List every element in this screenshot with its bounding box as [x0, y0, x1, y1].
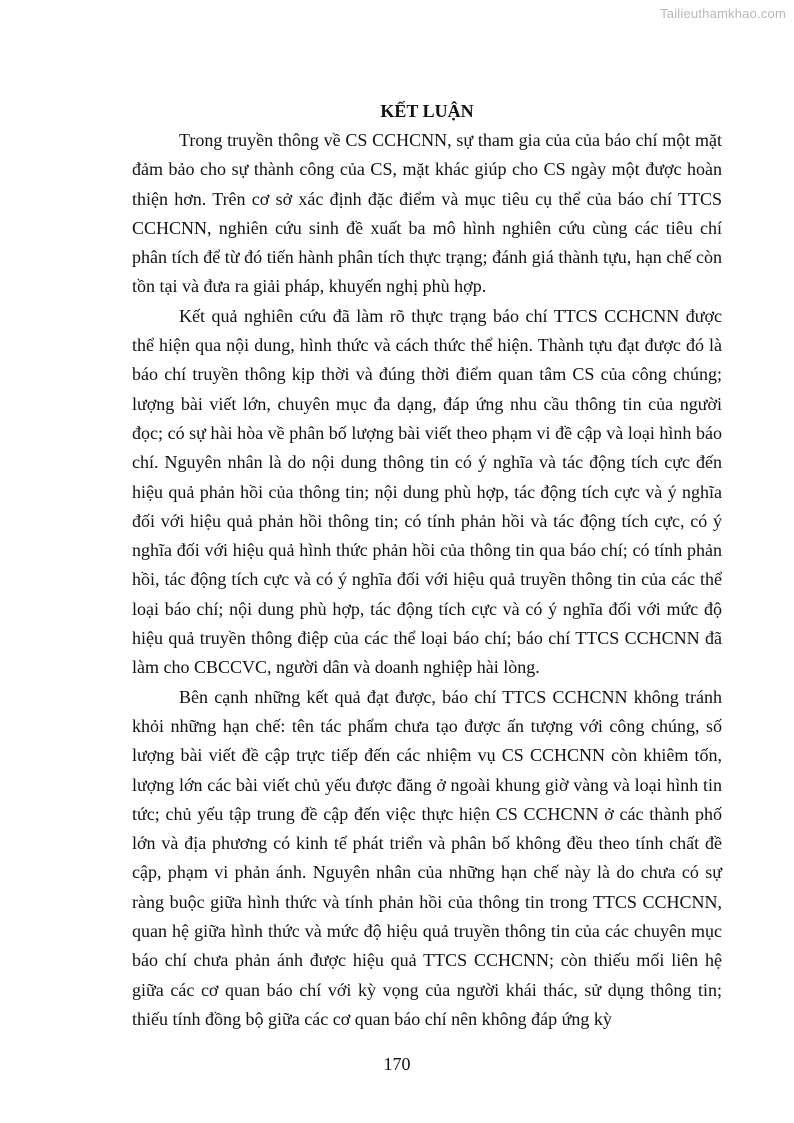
paragraph-intro: Trong truyền thông về CS CCHCNN, sự tham gia của của báo chí một mặt đảm bảo cho sự thành công của CS, mặt khác giúp cho CS ngày một được hoàn thiện hơn. Trên cơ sở xác định đặc điểm và mục tiêu cụ thể của báo chí TTCS CCHCNN, nghiên cứu sinh đề xuất ba mô hình nghiên cứu cùng các tiêu chí phân tích để từ đó tiến hành phân tích thực trạng; đánh giá thành tựu, hạn chế còn tồn tại và đưa ra giải pháp, khuyến nghị phù hợp.	[132, 130, 722, 297]
document-page	[132, 96, 722, 1034]
paragraph-results: Kết quả nghiên cứu đã làm rõ thực trạng báo chí TTCS CCHCNN được thể hiện qua nội dung, hình thức và cách thức thể hiện. Thành tựu đạt được đó là báo chí truyền thông kịp thời và đúng thời điểm quan tâm CS của công chúng; lượng bài viết lớn, chuyên mục đa dạng, đáp ứng nhu cầu thông tin của người đọc; có sự hài hòa về phân bố lượng bài viết theo phạm vi đề cập và loại hình báo chí. Nguyên nhân là do nội dung thông tin có ý nghĩa và tác động tích cực đến hiệu quả phản hồi của thông tin; nội dung phù hợp, tác động tích cực và ý nghĩa đối với hiệu quả phản hồi thông tin; có tính phản hồi và tác động tích cực, có ý nghĩa đối với hiệu quả hình thức phản hồi của thông tin qua báo chí; có tính phản hồi, tác động tích cực và có ý nghĩa đối với hiệu quả truyền thông tin của các thể loại báo chí; nội dung phù hợp, tác động tích cực và có ý nghĩa đối với mức độ hiệu quả truyền thông điệp của các thể loại báo chí; báo chí TTCS CCHCNN đã làm cho CBCCVC, người dân và doanh nghiệp hài lòng.	[132, 305, 722, 678]
page-number: 170	[383, 1054, 411, 1074]
paragraph-limitations: Bên cạnh những kết quả đạt được, báo chí TTCS CCHCNN không tránh khỏi những hạn chế: tên tác phẩm chưa tạo được ấn tượng với công chúng, số lượng bài viết đề cập trực tiếp đến các nhiệm vụ CS CCHCNN còn khiêm tốn, lượng lớn các bài viết chủ yếu được đăng ở ngoài khung giờ vàng và loại hình tin tức; chủ yếu tập trung đề cập đến việc thực hiện CS CCHCNN ở các thành phố lớn và địa phương có kinh tế phát triển và phân bố không đều theo tính chất đề cập, phạm vi phản ánh. Nguyên nhân của những hạn chế này là do chưa có sự ràng buộc giữa hình thức và tính phản hồi của thông tin trong TTCS CCHCNN, quan hệ giữa hình thức và mức độ hiệu quả truyền thông tin của các chuyên mục báo chí chưa phản ánh được hiệu quả TTCS CCHCNN; còn thiếu mối liên hệ giữa các cơ quan báo chí với kỳ vọng của người khái thác, sử dụng thông tin; thiếu tính đồng bộ giữa các cơ quan báo chí nên không đáp ứng kỳ	[132, 686, 722, 1029]
chapter-heading: KẾT LUẬN	[380, 101, 474, 121]
watermark: Tailieuthamkhao.com	[660, 6, 786, 21]
